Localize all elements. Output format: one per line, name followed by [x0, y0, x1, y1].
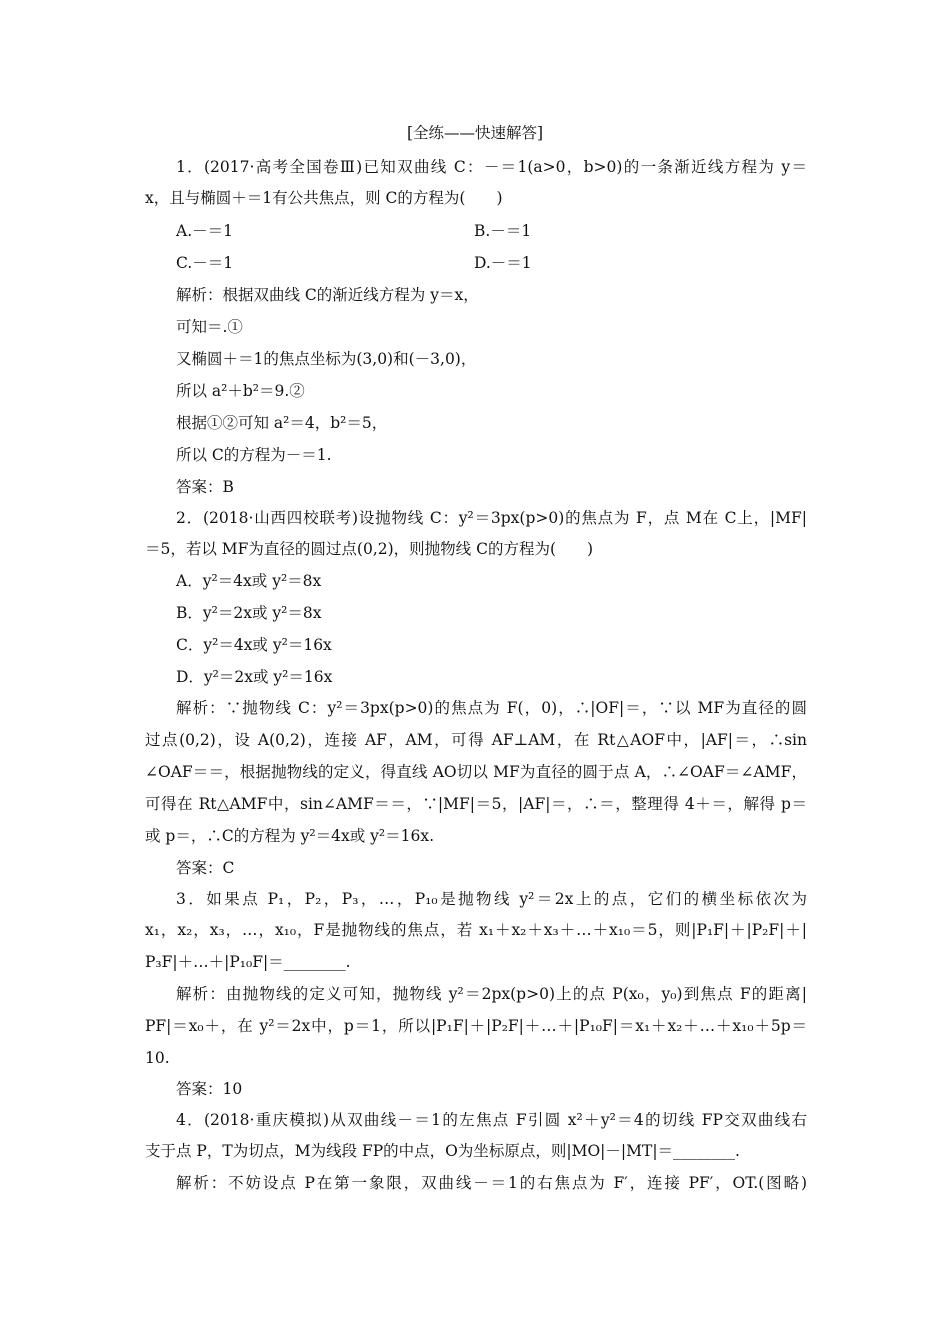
q2-solution-line-1: 解析：∵抛物线 C：y²＝3px(p>0)的焦点为 F(，0)，∴|OF|＝，∵以 MF为直径的圆: [176, 699, 807, 717]
q2-option-d: D．y²＝2x或 y²＝16x: [176, 668, 333, 686]
q2-option-b: B．y²＝2x或 y²＝8x: [176, 604, 322, 622]
q1-option-a: A.－＝1: [176, 222, 233, 240]
q1-solution-line-5: 根据①②可知 a²＝4，b²＝5，: [176, 414, 388, 432]
q2-solution-line-2: 过点(0,2)，设 A(0,2)，连接 AF，AM，可得 AF⊥AM，在 Rt△AOF中，|AF|＝，∴sin: [145, 731, 807, 749]
q2-option-c: C．y²＝4x或 y²＝16x: [176, 636, 332, 654]
q3-solution-line-3: 10.: [145, 1049, 170, 1067]
q2-solution-line-5: 或 p＝，∴C的方程为 y²＝4x或 y²＝16x.: [145, 827, 434, 845]
q1-option-d: D.－＝1: [474, 254, 532, 272]
q2-stem-line-1: 2．(2018·山西四校联考)设抛物线 C：y²＝3px(p>0)的焦点为 F，点 M在 C上，|MF|: [176, 509, 807, 527]
q3-stem-line-3: P₃F|＋…＋|P₁₀F|＝________.: [145, 953, 351, 971]
q1-answer: 答案：B: [176, 478, 234, 496]
q1-stem-line-2: x，且与椭圆＋＝1有公共焦点，则 C的方程为( ): [145, 189, 503, 207]
q1-option-b: B.－＝1: [474, 222, 532, 240]
q2-stem-line-2: ＝5，若以 MF为直径的圆过点(0,2)，则抛物线 C的方程为( ): [145, 540, 594, 558]
q1-solution-line-3: 又椭圆＋＝1的焦点坐标为(3,0)和(－3,0)，: [176, 350, 477, 368]
q3-solution-line-2: PF|＝x₀＋，在 y²＝2x中，p＝1，所以|P₁F|＋|P₂F|＋…＋|P₁₀F|＝x₁＋x₂＋…＋x₁₀＋5p＝: [145, 1017, 807, 1035]
section-header: [全练——快速解答]: [406, 124, 544, 142]
q4-solution-line-1: 解析：不妨设点 P在第一象限，双曲线－＝1的右焦点为 F′，连接 PF′，OT.(图略): [176, 1174, 807, 1192]
q3-stem-line-2: x₁，x₂，x₃，…，x₁₀，F是抛物线的焦点，若 x₁＋x₂＋x₃＋…＋x₁₀＝5，则|P₁F|＋|P₂F|＋|: [145, 921, 807, 939]
q1-solution-line-1: 解析：根据双曲线 C的渐近线方程为 y＝x，: [176, 286, 479, 304]
q2-answer: 答案：C: [176, 859, 235, 877]
q2-option-a: A．y²＝4x或 y²＝8x: [176, 572, 322, 590]
q2-solution-line-3: ∠OAF＝＝，根据抛物线的定义，得直线 AO切以 MF为直径的圆于点 A，∴∠OAF＝∠AMF，: [145, 763, 807, 781]
q1-solution-line-2: 可知＝.①: [176, 318, 243, 336]
q4-stem-line-1: 4．(2018·重庆模拟)从双曲线－＝1的左焦点 F引圆 x²＋y²＝4的切线 FP交双曲线右: [176, 1111, 807, 1129]
q1-solution-line-4: 所以 a²＋b²＝9.②: [176, 382, 305, 400]
q1-stem-line-1: 1．(2017·高考全国卷Ⅲ)已知双曲线 C：－＝1(a>0，b>0)的一条渐近线方程为 y＝: [176, 158, 807, 176]
q2-solution-line-4: 可得在 Rt△AMF中，sin∠AMF＝＝，∵|MF|＝5，|AF|＝，∴＝，整理得 4＋＝，解得 p＝: [145, 795, 807, 813]
q1-option-c: C.－＝1: [176, 254, 234, 272]
q1-solution-line-6: 所以 C的方程为－＝1.: [176, 446, 332, 464]
q4-stem-line-2: 支于点 P，T为切点，M为线段 FP的中点，O为坐标原点，则|MO|－|MT|＝________.: [145, 1142, 740, 1160]
q3-solution-line-1: 解析：由抛物线的定义可知，抛物线 y²＝2px(p>0)上的点 P(x₀，y₀)到焦点 F的距离|: [176, 985, 807, 1003]
q3-answer: 答案：10: [176, 1080, 243, 1098]
q3-stem-line-1: 3．如果点 P₁，P₂，P₃，…，P₁₀是抛物线 y²＝2x上的点，它们的横坐标依次为: [176, 890, 807, 908]
